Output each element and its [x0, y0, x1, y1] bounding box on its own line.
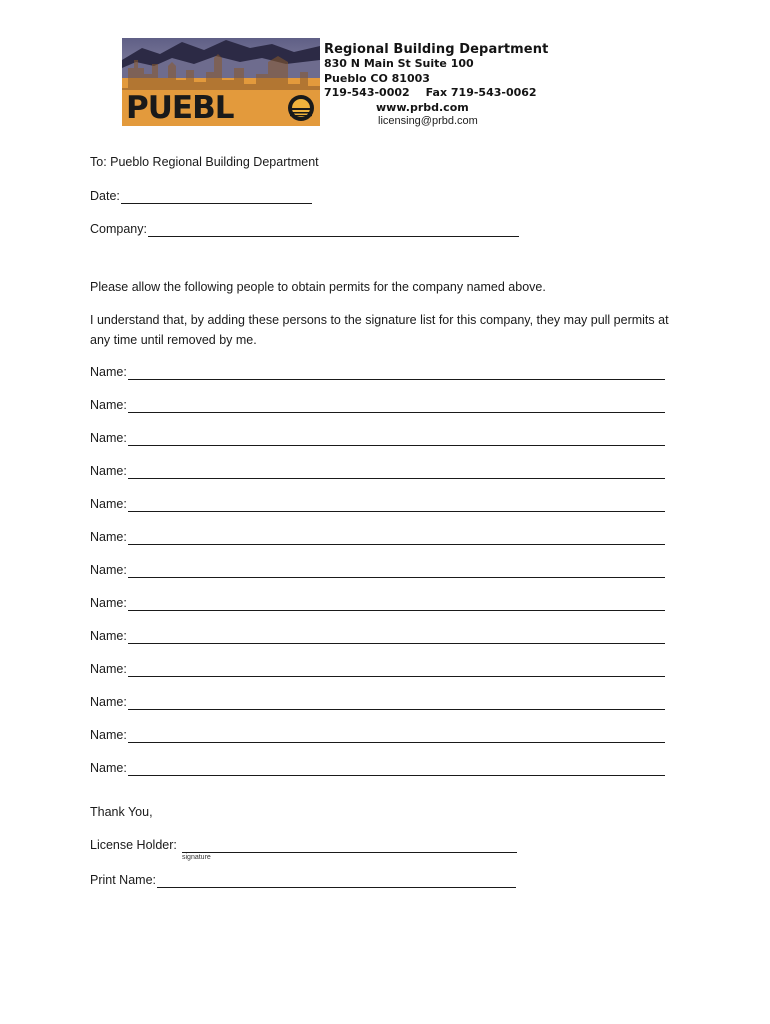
name-field[interactable] [90, 727, 665, 743]
date-field[interactable] [90, 188, 312, 204]
company-label: Company: [90, 222, 147, 236]
name-field[interactable] [90, 562, 665, 578]
name-blank-line[interactable] [128, 466, 665, 479]
name-label: Name: [90, 728, 127, 742]
company-blank-line[interactable] [148, 224, 519, 237]
name-blank-line[interactable] [128, 499, 665, 512]
name-field[interactable] [90, 694, 665, 710]
name-label: Name: [90, 497, 127, 511]
name-label: Name: [90, 464, 127, 478]
name-field[interactable] [90, 496, 665, 512]
name-blank-line[interactable] [128, 631, 665, 644]
name-blank-line[interactable] [128, 697, 665, 710]
svg-text:PUEBL: PUEBL [126, 90, 234, 126]
name-label: Name: [90, 530, 127, 544]
fax-number: Fax 719-543-0062 [425, 86, 537, 99]
name-blank-line[interactable] [128, 433, 665, 446]
license-holder-label: License Holder: [90, 838, 177, 852]
email-link[interactable]: licensing@prbd.com [378, 114, 478, 127]
name-label: Name: [90, 431, 127, 445]
name-label: Name: [90, 695, 127, 709]
name-label: Name: [90, 662, 127, 676]
name-field[interactable] [90, 397, 665, 413]
name-label: Name: [90, 629, 127, 643]
phone-fax-line [324, 86, 594, 101]
name-blank-line[interactable] [128, 532, 665, 545]
name-field[interactable] [90, 529, 665, 545]
name-blank-line[interactable] [128, 367, 665, 380]
license-holder-field[interactable] [90, 837, 517, 853]
website-link[interactable]: www.prbd.com [376, 100, 469, 114]
name-blank-line[interactable] [128, 400, 665, 413]
name-label: Name: [90, 761, 127, 775]
pueblo-logo [122, 38, 320, 126]
phone-number: 719-543-0002 [324, 86, 410, 99]
name-label: Name: [90, 398, 127, 412]
print-name-field[interactable] [90, 872, 516, 888]
name-blank-line[interactable] [128, 565, 665, 578]
name-label: Name: [90, 563, 127, 577]
recipient-line: To: Pueblo Regional Building Department [90, 155, 319, 169]
date-blank-line[interactable] [121, 191, 312, 204]
name-blank-line[interactable] [128, 664, 665, 677]
name-field[interactable] [90, 628, 665, 644]
letterhead-contact [324, 42, 594, 128]
signature-caption: signature [182, 854, 211, 861]
city-state-zip: Pueblo CO 81003 [324, 71, 430, 85]
company-field[interactable] [90, 221, 519, 237]
name-label: Name: [90, 596, 127, 610]
name-field[interactable] [90, 364, 665, 380]
name-blank-line[interactable] [128, 763, 665, 776]
name-field[interactable] [90, 661, 665, 677]
department-name: Regional Building Department [324, 42, 549, 57]
date-label: Date: [90, 189, 120, 203]
understanding-paragraph: I understand that, by adding these persons to the signature list for this company, they may pull permits at any time until removed by me. [90, 313, 669, 347]
name-label: Name: [90, 365, 127, 379]
closing-text: Thank You, [90, 805, 153, 819]
request-paragraph: Please allow the following people to obtain permits for the company named above. [90, 280, 546, 294]
name-field[interactable] [90, 430, 665, 446]
name-blank-line[interactable] [128, 730, 665, 743]
street-address: 830 N Main St Suite 100 [324, 57, 474, 70]
print-name-label: Print Name: [90, 873, 156, 887]
print-name-blank-line[interactable] [157, 875, 516, 888]
signature-blank-line[interactable] [182, 840, 517, 853]
name-field[interactable] [90, 595, 665, 611]
name-field[interactable] [90, 463, 665, 479]
name-field[interactable] [90, 760, 665, 776]
name-blank-line[interactable] [128, 598, 665, 611]
